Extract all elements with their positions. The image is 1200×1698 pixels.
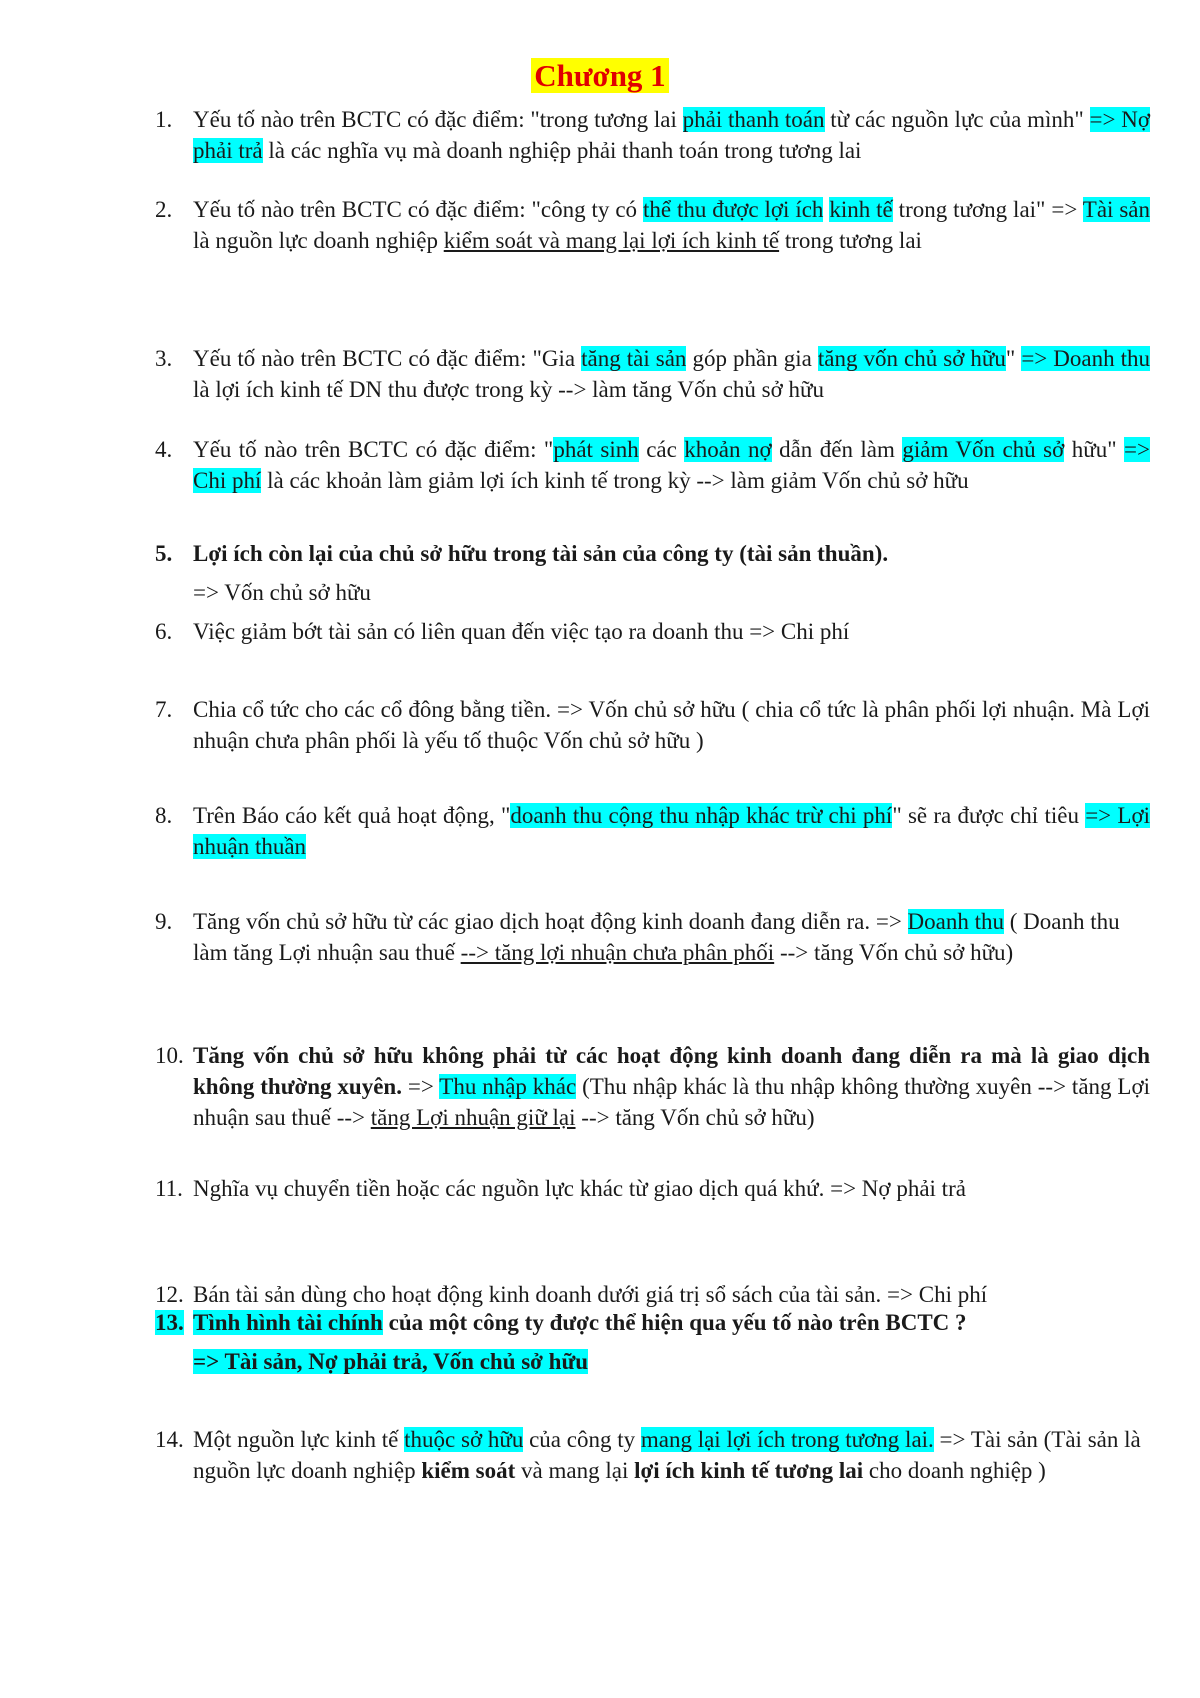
question-text: Tăng vốn chủ sở hữu không phải từ các hoạt động kinh doanh đang diễn ra mà là giao dịch không thường xuyên. => Thu nhập khác (Thu nhập khác là thu nhập không thường xuyên --> tăng Lợi nhuận sau thuế --> tăng Lợi nhuận giữ lại --> tăng Vốn chủ sở hữu): [193, 1043, 1151, 1130]
question-number: 13.: [155, 1310, 184, 1335]
question-text: Việc giảm bớt tài sản có liên quan đến việc tạo ra doanh thu => Chi phí: [193, 619, 850, 644]
question-text: Một nguồn lực kinh tế thuộc sở hữu của công ty mang lại lợi ích trong tương lai. => Tài sản (Tài sản là nguồn lực doanh nghiệp kiểm soát và mang lại lợi ích kinh tế tương lai cho doanh nghiệp ): [193, 1427, 1141, 1483]
question-text: Trên Báo cáo kết quả hoạt động, "doanh thu cộng thu nhập khác trừ chi phí" sẽ ra được chỉ tiêu => Lợi nhuận thuần: [193, 803, 1151, 859]
question-number: 6.: [155, 619, 173, 644]
question-number: 1.: [155, 107, 173, 132]
question-text: Tăng vốn chủ sở hữu từ các giao dịch hoạt động kinh doanh đang diễn ra. => Doanh thu ( Doanh thu làm tăng Lợi nhuận sau thuế --> tăng lợi nhuận chưa phân phối --> tăng Vốn chủ sở hữu): [193, 909, 1120, 965]
question-text: Tình hình tài chính của một công ty được thể hiện qua yếu tố nào trên BCTC ?: [193, 1310, 967, 1335]
question-text: Yếu tố nào trên BCTC có đặc điểm: "công ty có thể thu được lợi ích kinh tế trong tương lai" => Tài sản là nguồn lực doanh nghiệp kiểm soát và mang lại lợi ích kinh tế trong tương lai: [193, 197, 1150, 253]
question-text: Yếu tố nào trên BCTC có đặc điểm: "phát sinh các khoản nợ dẫn đến làm giảm Vốn chủ sở hữu" => Chi phí là các khoản làm giảm lợi ích kinh tế trong kỳ --> làm giảm Vốn chủ sở hữu: [193, 437, 1150, 493]
question-text: Chia cổ tức cho các cổ đông bằng tiền. => Vốn chủ sở hữu ( chia cổ tức là phân phối lợi nhuận. Mà Lợi nhuận chưa phân phối là yếu tố thuộc Vốn chủ sở hữu ): [193, 697, 1150, 753]
question-text: Yếu tố nào trên BCTC có đặc điểm: "trong tương lai phải thanh toán từ các nguồn lực của mình" => Nợ phải trả là các nghĩa vụ mà doanh nghiệp phải thanh toán trong tương lai: [193, 107, 1150, 163]
question-number: 12.: [155, 1282, 184, 1307]
question-number: 5.: [155, 541, 173, 566]
question-number: 9.: [155, 909, 173, 934]
question-number: 4.: [155, 437, 173, 462]
question-number: 7.: [155, 697, 173, 722]
question-number: 11.: [155, 1176, 183, 1201]
question-text: Bán tài sản dùng cho hoạt động kinh doanh dưới giá trị sổ sách của tài sản. => Chi phí: [193, 1282, 988, 1307]
question-text: Yếu tố nào trên BCTC có đặc điểm: "Gia tăng tài sản góp phần gia tăng vốn chủ sở hữu" => Doanh thu là lợi ích kinh tế DN thu được trong kỳ --> làm tăng Vốn chủ sở hữu: [193, 346, 1151, 402]
question-text: Lợi ích còn lại của chủ sở hữu trong tài sản của công ty (tài sản thuần).: [193, 541, 889, 566]
question-number: 2.: [155, 197, 173, 222]
answer-5: => Vốn chủ sở hữu: [193, 580, 371, 605]
question-number: 8.: [155, 803, 173, 828]
question-text: Nghĩa vụ chuyển tiền hoặc các nguồn lực khác từ giao dịch quá khứ. => Nợ phải trả: [193, 1176, 966, 1201]
question-number: 10.: [155, 1043, 184, 1068]
page-title: Chương 1: [0, 56, 1200, 96]
question-number: 14.: [155, 1427, 184, 1452]
answer-13: => Tài sản, Nợ phải trả, Vốn chủ sở hữu: [193, 1349, 589, 1374]
question-number: 3.: [155, 346, 173, 371]
